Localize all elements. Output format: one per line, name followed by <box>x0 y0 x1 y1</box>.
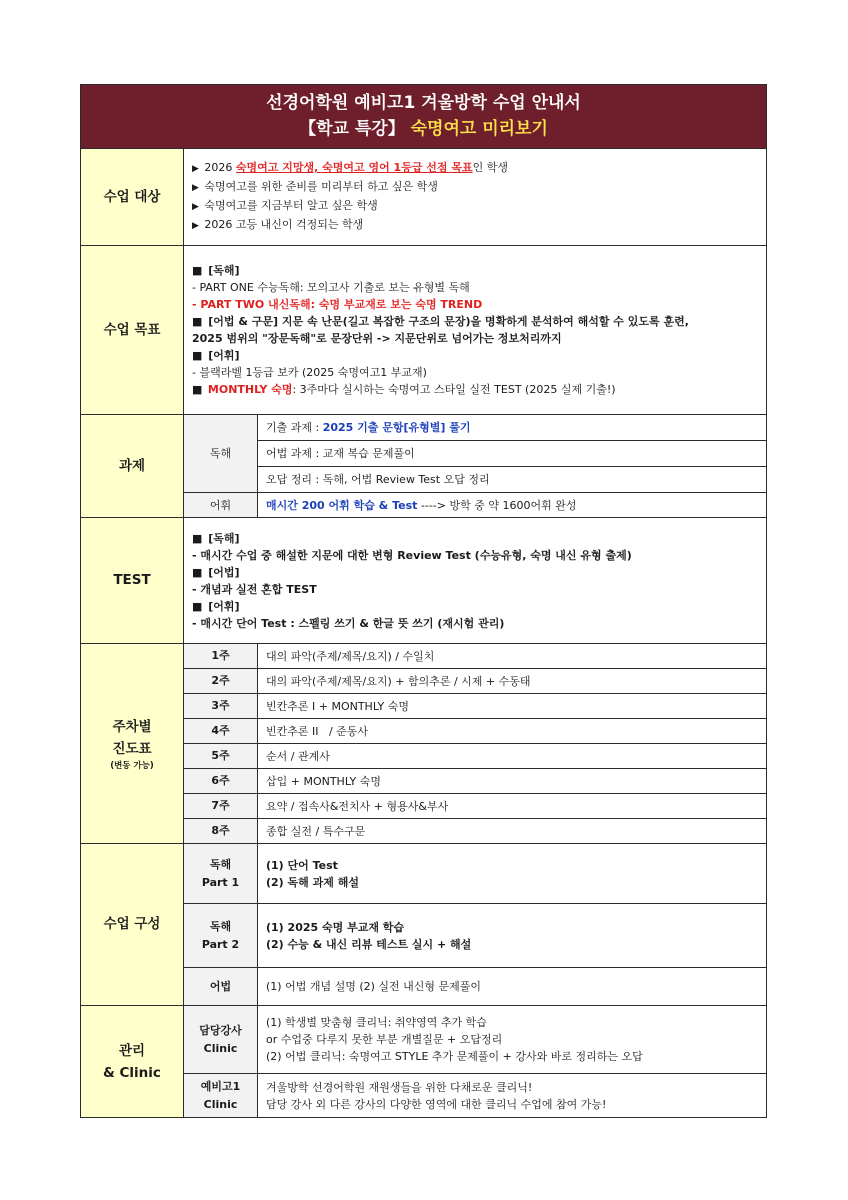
week-content: 요약 / 접속사&전치사 + 형용사&부사 <box>258 794 767 819</box>
target-content: ▶ 2026 숙명여고 지망생, 숙명여고 영어 1등급 선점 목표인 학생 ▶ 숙명여고를 위한 준비를 미리부터 하고 싶은 학생 ▶ 숙명여고를 지금부터 알고 싶은 학생 ▶ 2026 고등 내신이 걱정되는 학생 <box>184 149 767 246</box>
week-content: 삽입 + MONTHLY 숙명 <box>258 769 767 794</box>
clinic-label: 관리 & Clinic <box>81 1006 184 1118</box>
triangle-icon: ▶ <box>192 183 199 193</box>
test-label: TEST <box>81 518 184 644</box>
structure-part2-label: 독해 Part 2 <box>184 904 258 968</box>
week-content: 대의 파악(주제/제목/요지) / 수일치 <box>258 644 767 669</box>
structure-grammar-label: 어법 <box>184 968 258 1006</box>
week-label: 5주 <box>184 744 258 769</box>
week-label: 1주 <box>184 644 258 669</box>
clinic-prep-content: 겨울방학 선경어학원 재원생들을 위한 다채로운 클리닉! 담당 강사 외 다른 강사의 다양한 영역에 대한 클리닉 수업에 참여 가능! <box>258 1074 767 1118</box>
week-content: 순서 / 관계사 <box>258 744 767 769</box>
homework-label: 과제 <box>81 415 184 518</box>
homework-reading-3: 오답 정리 : 독해, 어법 Review Test 오답 정리 <box>258 467 767 493</box>
week-content: 종합 실전 / 특수구문 <box>258 819 767 844</box>
homework-reading-2: 어법 과제 : 교재 복습 문제풀이 <box>258 441 767 467</box>
triangle-icon: ▶ <box>192 221 199 231</box>
schedule-label: 주차별 진도표 (변동 가능) <box>81 644 184 844</box>
structure-part2-content: (1) 2025 숙명 부교재 학습 (2) 수능 & 내신 리뷰 테스트 실시 + 해설 <box>258 904 767 968</box>
week-content: 대의 파악(주제/제목/요지) + 함의추론 / 시제 + 수동태 <box>258 669 767 694</box>
week-label: 2주 <box>184 669 258 694</box>
week-label: 8주 <box>184 819 258 844</box>
homework-vocab-label: 어휘 <box>184 493 258 518</box>
test-content: ■ [독해] - 매시간 수업 중 해설한 지문에 대한 변형 Review Test (수능유형, 숙명 내신 유형 출제) ■ [어법] - 개념과 실전 혼합 TEST ■ [어휘] - 매시간 단어 Test : 스펠링 쓰기 & 한글 뜻 쓰기 (재시험 관리) <box>184 518 767 644</box>
square-bullet-icon: ■ <box>192 264 203 277</box>
info-sheet <box>80 84 766 1118</box>
goal-content: ■ [독해] - PART ONE 수능독해: 모의고사 기출로 보는 유형별 독해 - PART TWO 내신독해: 숙명 부교재로 보는 숙명 TREND ■ [어법 & 구문] 지문 속 난문(길고 복잡한 구조의 문장)을 명확하게 분석하여 해석할 수 있도록 훈련, 2025 범위의 "장문독해"로 문장단위 -> 지문단위로 넘어가는 정보처리까지 ■ [어휘] - 블랙라벨 1등급 보카 (2025 숙명여고1 부교재) ■ MONTHLY 숙명: 3주마다 실시하는 숙명여고 스타일 실전 TEST (2025 실제 기출!) <box>184 246 767 415</box>
week-content: 빈칸추론 II / 준동사 <box>258 719 767 744</box>
clinic-prep-label: 예비고1 Clinic <box>184 1074 258 1118</box>
homework-reading-1: 기출 과제 : 2025 기출 문항[유형별] 풀기 <box>258 415 767 441</box>
title-line-1: 선경어학원 예비고1 겨울방학 수업 안내서 <box>266 93 581 113</box>
square-bullet-icon: ■ <box>192 565 203 579</box>
week-label: 7주 <box>184 794 258 819</box>
week-label: 3주 <box>184 694 258 719</box>
target-label: 수업 대상 <box>81 149 184 246</box>
week-content: 빈칸추론 I + MONTHLY 숙명 <box>258 694 767 719</box>
week-label: 6주 <box>184 769 258 794</box>
document-title <box>81 85 767 149</box>
clinic-teacher-label: 담당강사 Clinic <box>184 1006 258 1074</box>
title-highlight: 숙명여고 미리보기 <box>410 119 548 139</box>
clinic-teacher-content: (1) 학생별 맞춤형 클리닉: 취약영역 추가 학습 or 수업중 다루지 못한 부분 개별질문 + 오답정리 (2) 어법 클리닉: 숙명여고 STYLE 추가 문제풀이 + 강사와 바로 정리하는 오답 <box>258 1006 767 1074</box>
week-label: 4주 <box>184 719 258 744</box>
triangle-icon: ▶ <box>192 202 199 212</box>
structure-label: 수업 구성 <box>81 844 184 1006</box>
square-bullet-icon: ■ <box>192 349 203 362</box>
homework-vocab: 매시간 200 어휘 학습 & Test ----> 방학 중 약 1600어휘 완성 <box>258 493 767 518</box>
triangle-icon: ▶ <box>192 164 199 174</box>
square-bullet-icon: ■ <box>192 315 203 328</box>
goal-label: 수업 목표 <box>81 246 184 415</box>
title-line-2: 【학교 특강】 숙명여고 미리보기 <box>299 119 548 139</box>
square-bullet-icon: ■ <box>192 383 203 396</box>
structure-part1-label: 독해 Part 1 <box>184 844 258 904</box>
square-bullet-icon: ■ <box>192 599 203 613</box>
square-bullet-icon: ■ <box>192 531 203 545</box>
structure-grammar-content: (1) 어법 개념 설명 (2) 실전 내신형 문제풀이 <box>258 968 767 1006</box>
info-table <box>80 84 767 1118</box>
homework-reading-label: 독해 <box>184 415 258 493</box>
structure-part1-content: (1) 단어 Test (2) 독해 과제 해설 <box>258 844 767 904</box>
